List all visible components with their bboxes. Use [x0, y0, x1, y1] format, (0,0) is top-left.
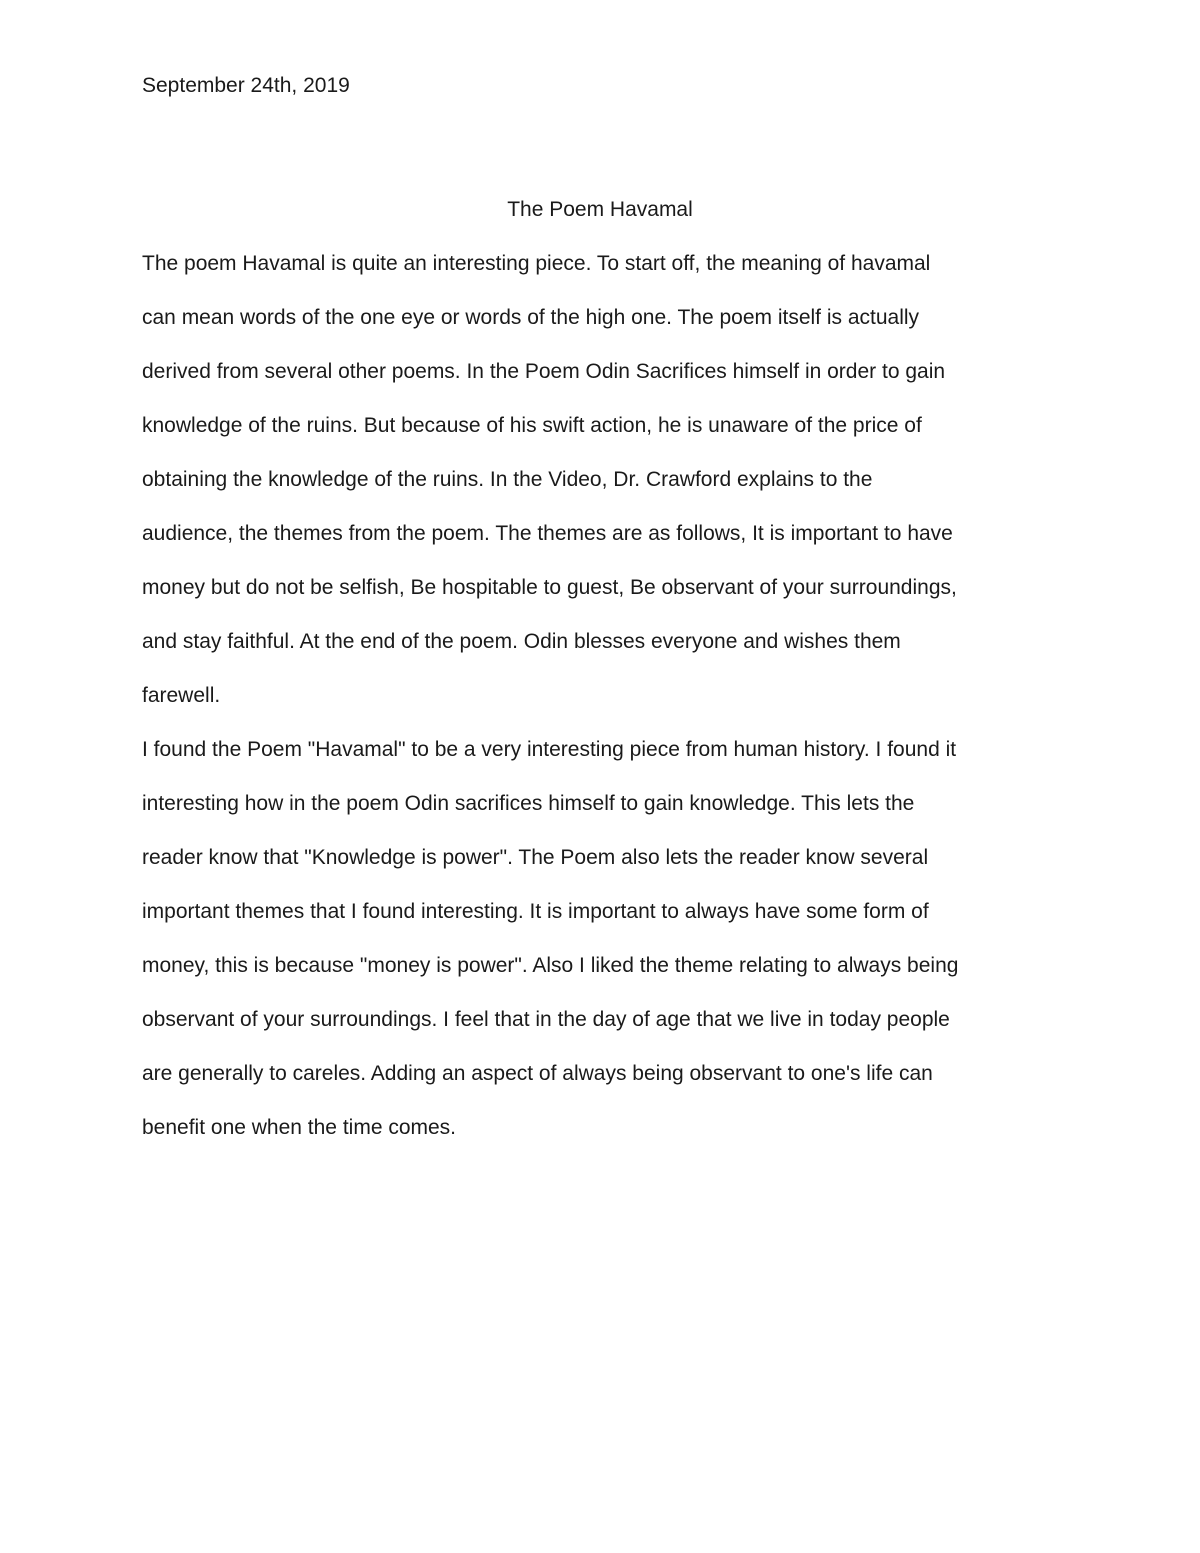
document-date: September 24th, 2019 [142, 74, 350, 97]
document-title: The Poem Havamal [507, 198, 693, 221]
document-body [142, 250, 1082, 1168]
body-line: I found the Poem "Havamal" to be a very interesting piece from human history. I found it [142, 738, 957, 761]
body-line: obtaining the knowledge of the ruins. In the Video, Dr. Crawford explains to the [142, 468, 873, 491]
body-line: money, this is because "money is power". Also I liked the theme relating to always being [142, 954, 959, 977]
body-line: audience, the themes from the poem. The themes are as follows, It is important to have [142, 522, 953, 545]
body-line: can mean words of the one eye or words of the high one. The poem itself is actually [142, 306, 920, 329]
body-line: important themes that I found interesting. It is important to always have some form of [142, 900, 929, 923]
body-line: benefit one when the time comes. [142, 1116, 457, 1139]
body-line: money but do not be selfish, Be hospitable to guest, Be observant of your surroundings, [142, 576, 957, 599]
body-line: knowledge of the ruins. But because of his swift action, he is unaware of the price of [142, 414, 922, 437]
body-line: are generally to careles. Adding an aspect of always being observant to one's life can [142, 1062, 933, 1085]
body-line: interesting how in the poem Odin sacrifices himself to gain knowledge. This lets the [142, 792, 915, 815]
body-line: derived from several other poems. In the Poem Odin Sacrifices himself in order to gain [142, 360, 946, 383]
body-line: farewell. [142, 684, 221, 707]
body-line: The poem Havamal is quite an interesting piece. To start off, the meaning of havamal [142, 252, 931, 275]
body-line: observant of your surroundings. I feel that in the day of age that we live in today people [142, 1008, 950, 1031]
body-line: and stay faithful. At the end of the poem. Odin blesses everyone and wishes them [142, 630, 901, 653]
body-line: reader know that "Knowledge is power". The Poem also lets the reader know several [142, 846, 929, 869]
